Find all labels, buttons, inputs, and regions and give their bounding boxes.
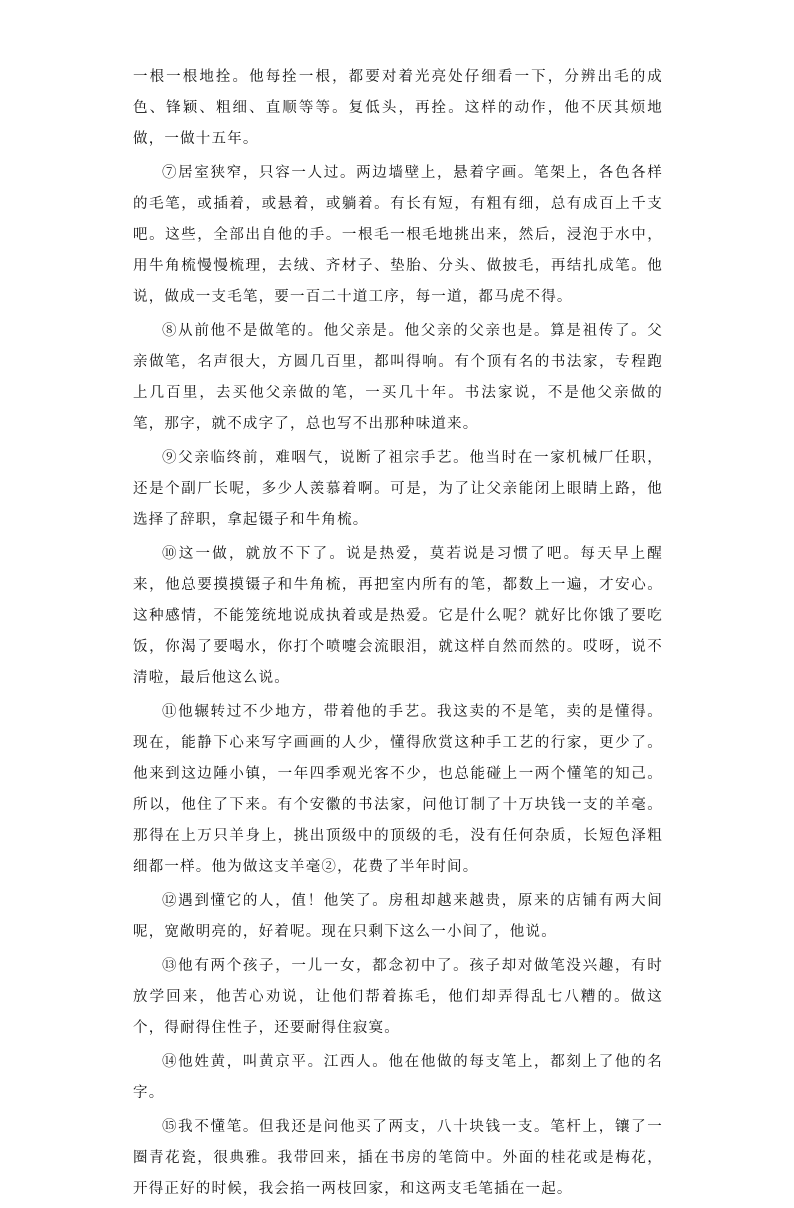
document-page bbox=[133, 62, 663, 1208]
paragraph-9: ⑨父亲临终前，难咽气，说断了祖宗手艺。他当时在一家机械厂任职，还是个副厂长呢，多少人羡慕着啊。可是，为了让父亲能闭上眼睛上路，他选择了辞职，拿起镊子和牛角梳。 bbox=[133, 450, 663, 528]
paragraph-15: ⑮我不懂笔。但我还是问他买了两支，八十块钱一支。笔杆上，镶了一圈青花瓷，很典雅。我带回来，插在书房的笔筒中。外面的桂花或是梅花，开得正好的时候，我会掐一两枝回家，和这两支毛笔插在一起。 bbox=[133, 1119, 663, 1197]
paragraph-11: ⑪他辗转过不少地方，带着他的手艺。我这卖的不是笔，卖的是懂得。现在，能静下心来写字画画的人少，懂得欣赏这种手工艺的行家，更少了。他来到这边陲小镇，一年四季观光客不少，也总能碰上一两个懂笔的知己。所以，他住了下来。有个安徽的书法家，问他订制了十万块钱一支的羊毫。那得在上万只羊身上，挑出顶级中的顶级的毛，没有任何杂质，长短色泽粗细都一样。他为做这支羊毫②，花费了半年时间。 bbox=[133, 704, 663, 875]
paragraph-7: ⑦居室狭窄，只容一人过。两边墙壁上，悬着字画。笔架上，各色各样的毛笔，或插着，或悬着，或躺着。有长有短，有粗有细，总有成百上千支吧。这些，全部出自他的手。一根毛一根毛地挑出来，然后，浸泡于水中，用牛角梳慢慢梳理，去绒、齐材子、垫胎、分头、做披毛，再结扎成笔。他说，做成一支毛笔，要一百二十道工序，每一道，都马虎不得。 bbox=[133, 165, 663, 305]
paragraph-8: ⑧从前他不是做笔的。他父亲是。他父亲的父亲也是。算是祖传了。父亲做笔，名声很大，方圆几百里，都叫得响。有个顶有名的书法家，专程跑上几百里，去买他父亲做的笔，一买几十年。书法家说，不是他父亲做的笔，那字，就不成字了，总也写不出那种味道来。 bbox=[133, 323, 663, 432]
paragraph-14: ⑭他姓黄，叫黄京平。江西人。他在他做的每支笔上，都刻上了他的名字。 bbox=[133, 1054, 663, 1101]
paragraph-13: ⑬他有两个孩子，一儿一女，都念初中了。孩子却对做笔没兴趣，有时放学回来，他苦心劝说，让他们帮着拣毛，他们却弄得乱七八糟的。做这个，得耐得住性子，还要耐得住寂寞。 bbox=[133, 958, 663, 1036]
paragraph-12: ⑫遇到懂它的人，值！他笑了。房租却越来越贵，原来的店铺有两大间呢，宽敞明亮的，好着呢。现在只剩下这么一小间了，他说。 bbox=[133, 893, 663, 940]
paragraph-10: ⑩这一做，就放不下了。说是热爱，莫若说是习惯了吧。每天早上醒来，他总要摸摸镊子和牛角梳，再把室内所有的笔，都数上一遍，才安心。这种感情，不能笼统地说成执着或是热爱。它是什么呢？就好比你饿了要吃饭，你渴了要喝水，你打个喷嚏会流眼泪，就这样自然而然的。哎呀，说不清啦，最后他这么说。 bbox=[133, 546, 663, 686]
paragraph-continuation: 一根一根地拴。他每拴一根，都要对着光亮处仔细看一下，分辨出毛的成色、锋颖、粗细、直顺等等。复低头，再拴。这样的动作，他不厌其烦地做，一做十五年。 bbox=[133, 69, 663, 147]
